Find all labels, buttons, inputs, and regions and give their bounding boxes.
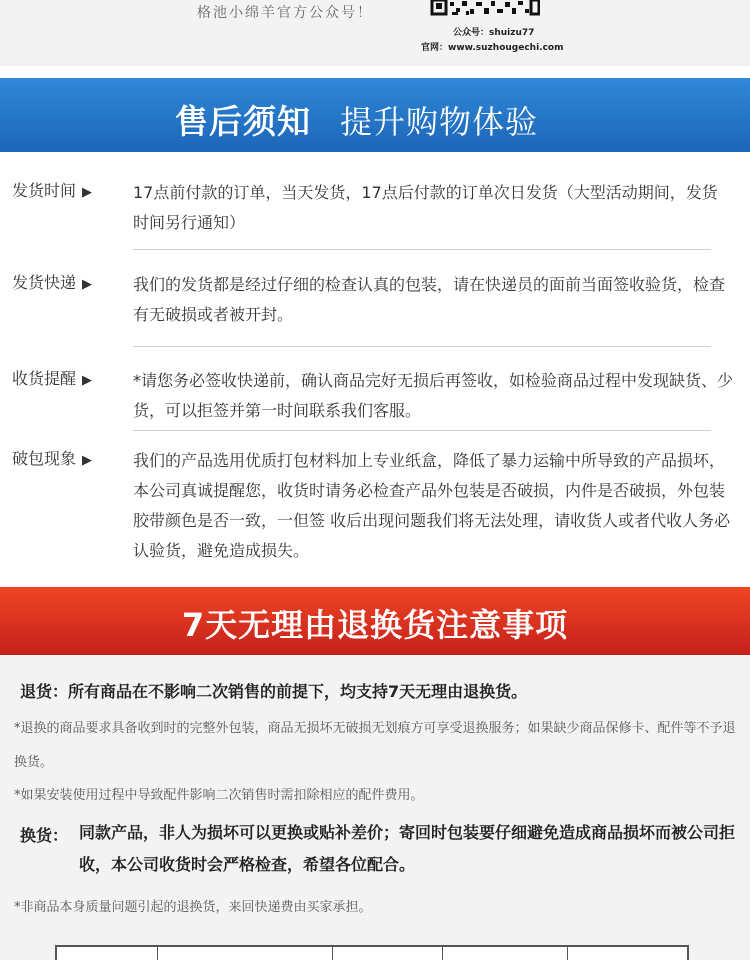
after-sales-title: 售后须知 [175,102,311,141]
qr-code-icon [430,0,540,18]
official-account-slogan: 格池小绵羊官方公众号！ [197,5,373,21]
divider [133,430,711,431]
return-policy-section [0,655,750,960]
top-strip [0,0,750,66]
notice-label: 发货时间 [12,181,77,200]
divider [133,346,711,347]
return-note-accessories: *如果安装使用过程中导致配件影响二次销售时需扣除相应的配件费用。 [14,788,424,803]
notice-label: 破包现象 [12,449,77,468]
triangle-right-icon: ▶ [82,373,93,388]
notice-text: 17点前付款的订单，当天发货，17点后付款的订单次日发货（大型活动期间，发货时间另行通知） [133,183,718,232]
return-policy-banner [0,587,750,655]
notice-text: 我们的产品选用优质打包材料加上专业纸盒，降低了暴力运输中所导致的产品损坏，本公司真诚提醒您，收货时请务必检查产品外包装是否破损，内件是否破损，外包装胶带颜色是否一致，一但签 收后出现问题我们将无法处理，请收货人或者代收人务必认验货，避免造成损失。 [133,451,731,560]
triangle-right-icon: ▶ [82,453,93,468]
notice-text: *请您务必签收快递前，确认商品完好无损后再签收，如检验商品过程中发现缺货、少货，可以拒签并第一时间联系我们客服。 [133,371,734,420]
exchange-label: 换货： [20,826,69,845]
triangle-right-icon: ▶ [82,185,93,200]
notice-label: 收货提醒 [12,369,77,388]
after-sales-banner [0,78,750,152]
exchange-rule: 同款产品，非人为损坏可以更换或贴补差价；寄回时包装要仔细避免造成商品损坏而被公司拒收，本公司收货时会严格检查，希望各位配合。 [79,823,736,874]
return-rule: 退货：所有商品在不影响二次销售的前提下，均支持7天无理由退换货。 [20,682,528,701]
triangle-right-icon: ▶ [82,277,93,292]
notice-label: 发货快递 [12,273,77,292]
official-website: 官网：www.suzhougechi.com [421,43,564,53]
return-fee-table [55,945,689,960]
return-note-shipping-fee: *非商品本身质量问题引起的退换货，来回快递费由买家承担。 [14,900,372,915]
after-sales-subtitle: 提升购物体验 [340,103,539,141]
return-note-packaging: *退换的商品要求具备收到时的完整外包装，商品无损坏无破损无划痕方可享受退换服务；如果缺少商品保修卡、配件等不予退换货。 [14,721,736,770]
divider [133,249,711,250]
return-policy-title: 7天无理由退换货注意事项 [181,606,569,644]
notice-text: 我们的发货都是经过仔细的检查认真的包装，请在快递员的面前当面签收验货，检查有无破损或者被开封。 [133,275,726,324]
wechat-account: 公众号：shuizu77 [453,28,535,38]
